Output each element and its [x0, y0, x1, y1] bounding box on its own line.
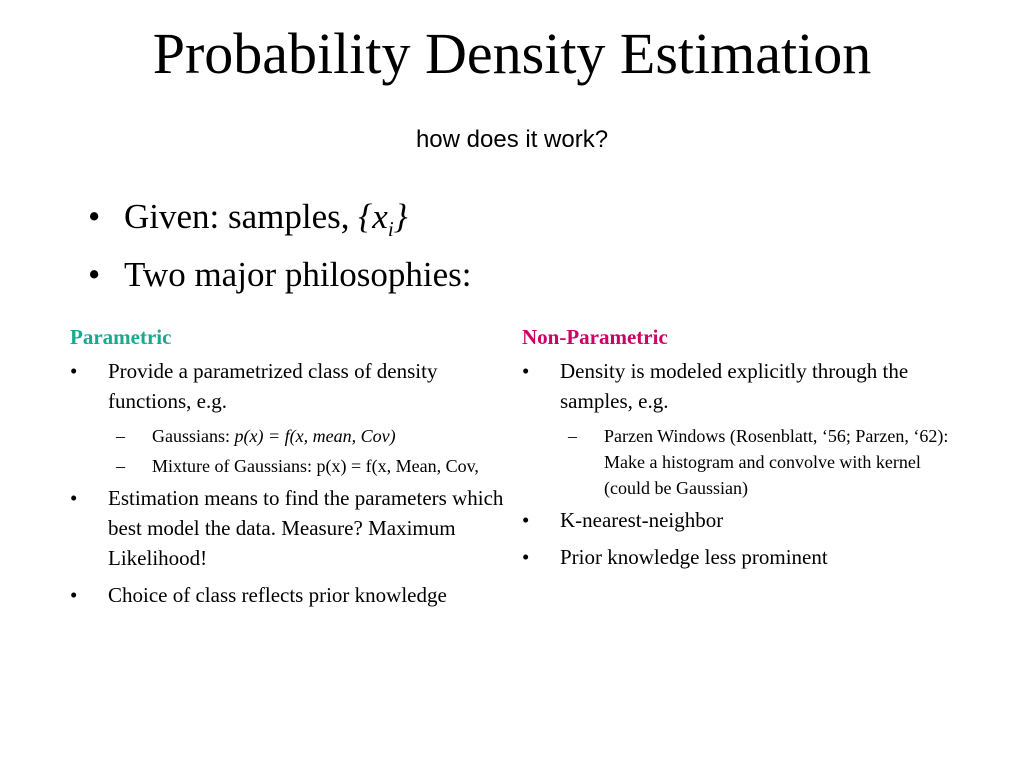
- nonparametric-heading: Non-Parametric: [522, 325, 668, 349]
- list-item: [70, 483, 510, 573]
- dash-icon: –: [116, 426, 125, 446]
- math-close: }: [393, 197, 408, 236]
- list-item: [522, 505, 962, 535]
- sub-list-item-text: Parzen Windows (Rosenblatt, ‘56; Parzen, ‘62): Make a histogram and convolve with kernel (could be Gaussian): [604, 426, 949, 498]
- slide-title: Probability Density Estimation: [152, 21, 872, 86]
- parametric-column: [70, 322, 510, 617]
- math-open: {x: [358, 197, 388, 236]
- main-bullet-text: [124, 188, 408, 246]
- sub-list-item: [116, 453, 510, 479]
- main-bullet-philosophies: [88, 246, 968, 304]
- list-item: [70, 356, 510, 416]
- list-item-text: Estimation means to find the parameters which best model the data. Measure? Maximum Likelihood!: [108, 486, 504, 570]
- list-item-text: Prior knowledge less prominent: [560, 545, 828, 569]
- bullet-icon: •: [522, 545, 530, 569]
- main-bullet-list: [88, 188, 968, 304]
- bullet-icon: •: [70, 583, 78, 607]
- bullet-icon: •: [522, 508, 530, 532]
- list-item: [70, 580, 510, 610]
- list-item-text: K-nearest-neighbor: [560, 508, 724, 532]
- bullet-icon: •: [522, 359, 530, 383]
- dash-icon: –: [116, 456, 125, 476]
- gaussians-formula: p(x) = f(x, mean, Cov): [234, 426, 396, 446]
- list-item: [522, 356, 962, 416]
- parametric-heading: Parametric: [70, 325, 172, 349]
- math-subscript: i: [387, 217, 394, 241]
- list-item-text: Choice of class reflects prior knowledge: [108, 583, 447, 607]
- list-item-text: Provide a parametrized class of density functions, e.g.: [108, 359, 438, 413]
- sub-list-item-text: [152, 423, 510, 449]
- sub-list-item-text: Mixture of Gaussians: p(x) = f(x, Mean, Cov,: [152, 456, 479, 476]
- main-bullet-given: [88, 188, 968, 246]
- samples-math: [358, 197, 408, 241]
- list-item-text: Density is modeled explicitly through the samples, e.g.: [560, 359, 909, 413]
- main-bullet-label: Given: samples,: [124, 197, 359, 236]
- list-item: [522, 542, 962, 572]
- nonparametric-column: [522, 322, 962, 579]
- sub-list-item: [116, 423, 510, 449]
- bullet-icon: •: [88, 197, 101, 236]
- dash-icon: –: [568, 426, 577, 446]
- gaussians-label: Gaussians:: [152, 426, 235, 446]
- bullet-icon: •: [70, 486, 78, 510]
- main-bullet-text: Two major philosophies:: [124, 255, 472, 294]
- sub-list-item: [568, 423, 962, 501]
- bullet-icon: •: [88, 255, 101, 294]
- slide-subtitle: how does it work?: [415, 126, 609, 153]
- bullet-icon: •: [70, 359, 78, 383]
